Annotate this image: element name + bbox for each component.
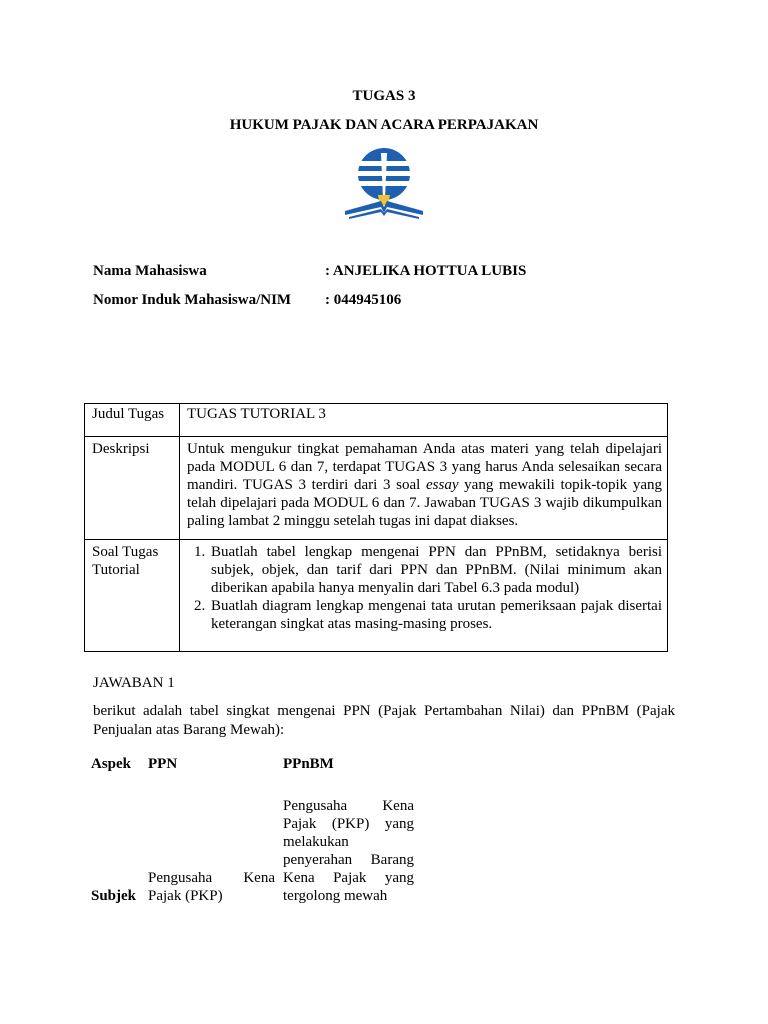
description-part: yang mewakili topik-topik yang telah dipelajari pada MODUL 6 dan 7. Jawaban TUGAS 3 wajib dikumpulkan paling lambat 2 minggu setelah tugas ini dapat diakses. [187, 477, 662, 529]
question-item: 2. Buatlah diagram lengkap mengenai tata urutan pemeriksaan pajak disertai keterangan singkat atas masing-masing proses. [209, 597, 662, 633]
column-header-ppn: PPN [148, 756, 178, 772]
subjek-ppnbm-cell [283, 797, 414, 905]
question-item: 1. Buatlah tabel lengkap mengenai PPN dan PPnBM, setidaknya berisi subjek, objek, dan tarif dari PPN dan PPnBM. (Nilai minimum akan diberikan apabila hanya menyalin dari Tabel 6.3 pada modul) [209, 543, 662, 597]
description-emphasis: essay [425, 477, 459, 493]
subjek-ppnbm-line: tergolong mewah [283, 888, 388, 904]
university-emblem-icon [343, 145, 425, 221]
answer-intro: berikut adalah tabel singkat mengenai PPN (Pajak Pertambahan Nilai) dan PPnBM (Pajak Penjualan atas Barang Mewah): [93, 703, 675, 738]
task-table [84, 403, 668, 652]
task-title-label: Judul Tugas [85, 404, 180, 437]
row-label-subjek: Subjek [91, 888, 137, 904]
task-description-text [180, 437, 668, 540]
document-title: TUGAS 3 [352, 88, 416, 104]
column-header-ppnbm: PPnBM [283, 756, 334, 772]
table-row [85, 404, 668, 437]
task-description-label: Deskripsi [85, 437, 180, 540]
student-nim-value: : 044945106 [325, 292, 402, 308]
subjek-ppnbm-line: penyerahan Barang [283, 852, 414, 868]
subjek-ppnbm-line: Pajak (PKP) yang [283, 816, 414, 832]
subjek-ppn-cell [148, 869, 275, 905]
question-list [187, 543, 662, 633]
table-row [85, 437, 668, 540]
student-nim-label: Nomor Induk Mahasiswa/NIM [93, 292, 292, 308]
table-row [85, 540, 668, 652]
subjek-ppnbm-line: Pengusaha Kena [283, 798, 414, 814]
task-title-value: TUGAS TUTORIAL 3 [180, 404, 668, 437]
task-questions-label: Soal Tugas Tutorial [85, 540, 180, 652]
subjek-ppn-line: Pengusaha Kena [148, 870, 275, 886]
description-part: Untuk mengukur tingkat pemahaman Anda atas materi yang telah dipelajari pada MODUL 6 dan 7, terdapat TUGAS 3 yang harus Anda selesaikan secara mandiri. TUGAS 3 terdiri dari 3 soal [187, 441, 662, 493]
subjek-ppnbm-line: Kena Pajak yang [283, 870, 414, 886]
answer-heading: JAWABAN 1 [93, 675, 175, 691]
task-questions-cell [180, 540, 668, 652]
student-name-label: Nama Mahasiswa [93, 263, 207, 279]
column-header-aspek: Aspek [91, 756, 132, 772]
subjek-ppnbm-line: melakukan [283, 834, 349, 850]
subjek-ppn-line: Pajak (PKP) [148, 888, 223, 904]
document-subtitle: HUKUM PAJAK DAN ACARA PERPAJAKAN [229, 117, 539, 133]
student-name-value: : ANJELIKA HOTTUA LUBIS [325, 263, 527, 279]
